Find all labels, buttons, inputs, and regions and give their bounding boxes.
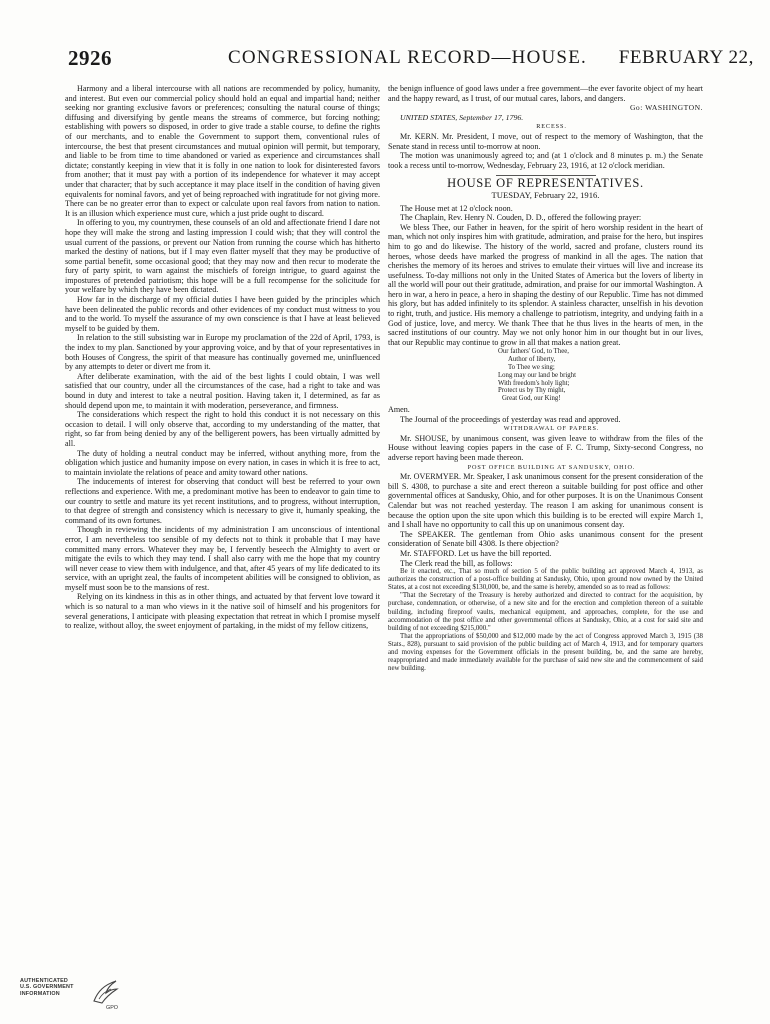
paragraph: Mr. STAFFORD. Let us have the bill reported.: [400, 548, 552, 558]
house-heading: HOUSE OF REPRESENTATIVES.: [447, 176, 644, 191]
paragraph: The motion was unanimously agreed to; and (at 1 o'clock and 8 minutes p. m.) the Senate took a recess until to-morrow, Wednesday, February 23, 1916, at 12 o'clock meridian.: [388, 151, 703, 170]
paragraph: The duty of holding a neutral conduct may be inferred, without anything more, from the obligation which justice and humanity impose on every nation, in cases in which it is free to act, to maintain inviolate the relations of peace and amity toward other nations.: [65, 448, 380, 477]
verse-line: To Thee we sing;: [508, 364, 555, 372]
paragraph: The considerations which respect the right to hold this conduct it is not necessary on this occasion to detail. I will only observe that, according to my understanding of the matter, that right, so far from being denied by any of the belligerent powers, has been virtually admitted by all.: [65, 410, 380, 448]
gpo-label: GPO: [106, 1005, 118, 1011]
paragraph: In relation to the still subsisting war in Europe my proclamation of the 22d of April, 1793, is the index to my plan. Sanctioned by your approving voice, and by that of your representatives in both Houses of Congress, the spirit of that measure has continually governed me, uninfluenced by any attempts to deter or divert me from it.: [65, 333, 380, 372]
bill-text: That the appropriations of $50,000 and $12,000 made by the act of Congress approved March 3, 1915 (38 Stats., 828), pursuant to said provision of the public building act of March 4, 1913, and for temporary quarters and moving expenses for the Government officials in the present building, be, and the same are hereby, reappropriated and made immediately available for the purchase of said new site and the commencement of said new building.: [388, 632, 703, 673]
bill-text: "That the Secretary of the Treasury is hereby authorized and directed to contract for the acquisition, by purchase, condemnation, or otherwise, of a new site and for the erection and completion thereon of a suitable building, including fireproof vaults, mechanical equipment, and approaches, complete, for the use and accommodation of the post office and other governmental offices at Sandusky, Ohio, at a cost for said site and building of not exceeding $215,000.": [388, 592, 703, 632]
bill-text: Be it enacted, etc., That so much of section 5 of the public building act approved March 4, 1913, as authorizes the construction of a post-office building at Sandusky, Ohio, upon ground now owned by the United States, at a cost not exceeding $130,000, be, and the same is hereby, amended so as to read as follows:: [388, 568, 703, 592]
record-title: CONGRESSIONAL RECORD—HOUSE.: [228, 47, 587, 68]
verse-line: Protect us by Thy might,: [498, 387, 566, 395]
paragraph: The House met at 12 o'clock noon.: [400, 203, 513, 213]
paragraph: Mr. KERN. Mr. President, I move, out of respect to the memory of Washington, that the Senate stand in recess until to-morrow at noon.: [388, 131, 703, 151]
page-number: 2926: [68, 46, 112, 70]
hymn-verse: [498, 348, 703, 403]
verse-line: Our fathers' God, to Thee,: [498, 348, 569, 356]
post-office-heading: POST OFFICE BUILDING AT SANDUSKY, OHIO.: [467, 463, 636, 471]
farewell-dateline: UNITED STATES, September 17, 1796.: [400, 112, 524, 122]
verse-line: With freedom's holy light;: [498, 379, 570, 387]
prayer-paragraph: We bless Thee, our Father in heaven, for the spirit of hero worship resident in the heart of man, which not only inspires him with gratitude, admiration, and praise for the hero, but inspires him to go and do likewise. The history of the world, sacred and profane, clusters round its heroes, whose deeds have marked the progress of mankind in all the ages. The nation that cherishes the memory of its heroes and strives to emulate their virtues will live and increase its usefulness. To-day millions not only in the United States of America but the lovers of liberty in all the world will pour out their gratitude, admiration, and praise for our immortal Washington. A hero in war, a hero in peace, a hero in shaping the destiny of our Republic. Time has not dimmed his glory, but has added infinitely to its splendor. A stainless character, unselfish in his devotion to right, truth, and justice. His memory a challenge to patriotism, integrity, and undying faith in a God of justice, love, and mercy. We thank Thee that he thus lives in the hearts of men, in the sacred institutions of our country. May we not only honor him in our thought but in our lives, that our Republic may continue to grow in all that makes a nation great.: [388, 222, 703, 347]
right-column: [388, 84, 703, 673]
page-header: [68, 46, 754, 76]
gpo-authentication-seal: [20, 975, 120, 1015]
paragraph: The SPEAKER. The gentleman from Ohio asks unanimous consent for the present consideration of Senate bill 4308. Is there objection?: [388, 529, 703, 549]
record-date: FEBRUARY 22,: [618, 47, 754, 68]
paragraph: After deliberate examination, with the aid of the best lights I could obtain, I was well satisfied that our country, under all the circumstances of the case, had a right to take and was bound in duty and interest to take a neutral position. Having taken it, I determined, as far as should depend upon me, to maintain it with moderation, perseverance, and firmness.: [65, 371, 380, 410]
recess-heading: RECESS.: [536, 123, 567, 131]
paragraph: How far in the discharge of my official duties I have been guided by the principles which have been delineated the public records and other evidences of my conduct must witness to you and to the world. To myself the assurance of my own conscience is that I have at least believed myself to be guided by them.: [65, 295, 380, 333]
authentication-text: AUTHENTICATED U.S. GOVERNMENT INFORMATION: [20, 978, 74, 997]
paragraph: Relying on its kindness in this as in other things, and actuated by that fervent love toward it which is so natural to a man who views in it the native soil of himself and his progenitors for several generations, I anticipate with pleasing expectation that retreat in which I promise myself to realize, without alloy, the sweet enjoyment of partaking, in the midst of my fellow citizens,: [65, 592, 380, 631]
paragraph: The inducements of interest for observing that conduct will best be referred to your own reflections and experience. With me, a predominant motive has been to endeavor to gain time to our country to settle and mature its yet recent institutions, and to progress, without interruption, to that degree of strength and consistency which is necessary to give it, humanly speaking, the command of its own fortunes.: [65, 477, 380, 525]
paragraph: Harmony and a liberal intercourse with all nations are recommended by policy, humanity, and interest. But even our commercial policy should hold an equal and impartial hand; neither seeking nor granting exclusive favors or preferences; consulting the natural course of things; diffusing and diversifying by gentle means the streams of commerce, but forcing nothing; establishing with powers so disposed, in order to give trade a stable course, to define the rights of our merchants, and to enable the Government to support them, conventional rules of intercourse, the best that present circumstances and mutual opinion will permit, but temporary, and liable to be from time to time abandoned or varied as experience and circumstances shall dictate; constantly keeping in view that it is folly in one nation to look for disinterested favors from another; that it must pay with a portion of its independence for whatever it may accept under that character; that by such acceptance it may place itself in the condition of having given equivalents for nominal favors, and yet of being reproached with ingratitude for not giving more. There can be no greater error than to expect or calculate upon real favors from nation to nation. It is an illusion which experience must cure, which a just pride ought to discard.: [65, 84, 380, 218]
paragraph: Amen.: [388, 405, 410, 415]
paragraph: Though in reviewing the incidents of my administration I am unconscious of intentional error, I am nevertheless too sensible of my defects not to think it probable that I may have committed many errors. Whatever they may be, I fervently beseech the Almighty to avert or mitigate the evils to which they may tend. I shall also carry with me the hope that my country will never cease to view them with indulgence, and that, after 45 years of my life dedicated to its service, with an upright zeal, the faults of incompetent abilities will be consigned to oblivion, as myself must soon be to the mansions of rest.: [65, 525, 380, 592]
washington-signature: Go: WASHINGTON.: [629, 103, 703, 113]
left-column: [65, 84, 380, 631]
withdrawal-heading: WITHDRAWAL OF PAPERS.: [503, 425, 600, 433]
paragraph: Mr. OVERMYER. Mr. Speaker, I ask unanimous consent for the present consideration of the bill S. 4308, to purchase a site and erect thereon a suitable building for post office and other governmental offices at Sandusky, Ohio, and for other purposes. It is on the Unanimous Consent Calendar but was not reached yesterday. The reason I am asking for unanimous consent is because the option upon the site upon which this building is to be erected will expire March 1, and I shall have no opportunity to call this up on unanimous consent day.: [388, 472, 703, 530]
paragraph: The Clerk read the bill, as follows:: [400, 558, 513, 568]
paragraph: The Journal of the proceedings of yesterday was read and approved.: [400, 414, 621, 424]
verse-line: Long may our land be bright: [498, 371, 576, 379]
verse-line: Great God, our King!: [502, 395, 561, 403]
paragraph: In offering to you, my countrymen, these counsels of an old and affectionate friend I dare not hope they will make the strong and lasting impression I could wish; that they will control the usual current of the passions, or prevent our Nation from running the course which has hitherto marked the destiny of nations, but if I may even flatter myself that they may be productive of some partial benefit, some occasional good; that they may now and then recur to moderate the fury of party spirit, to warn against the mischiefs of foreign intrigue, to guard against the impostures of pretended patriotism; this hope will be a full recompense for the solicitude for your welfare by which they have been dictated.: [65, 218, 380, 295]
continuation-paragraph: the benign influence of good laws under a free government—the ever favorite object of my heart and the happy reward, as I trust, of our mutual cares, labors, and dangers.: [388, 84, 703, 103]
paragraph: The Chaplain, Rev. Henry N. Couden, D. D., offered the following prayer:: [400, 213, 642, 223]
verse-line: Author of liberty,: [508, 356, 556, 364]
paragraph: Mr. SHOUSE, by unanimous consent, was given leave to withdraw from the files of the House without leaving copies papers in the case of F. C. Trump, Sixty-second Congress, no adverse report having been made thereon.: [388, 433, 703, 462]
house-date: TUESDAY, February 22, 1916.: [491, 189, 600, 200]
